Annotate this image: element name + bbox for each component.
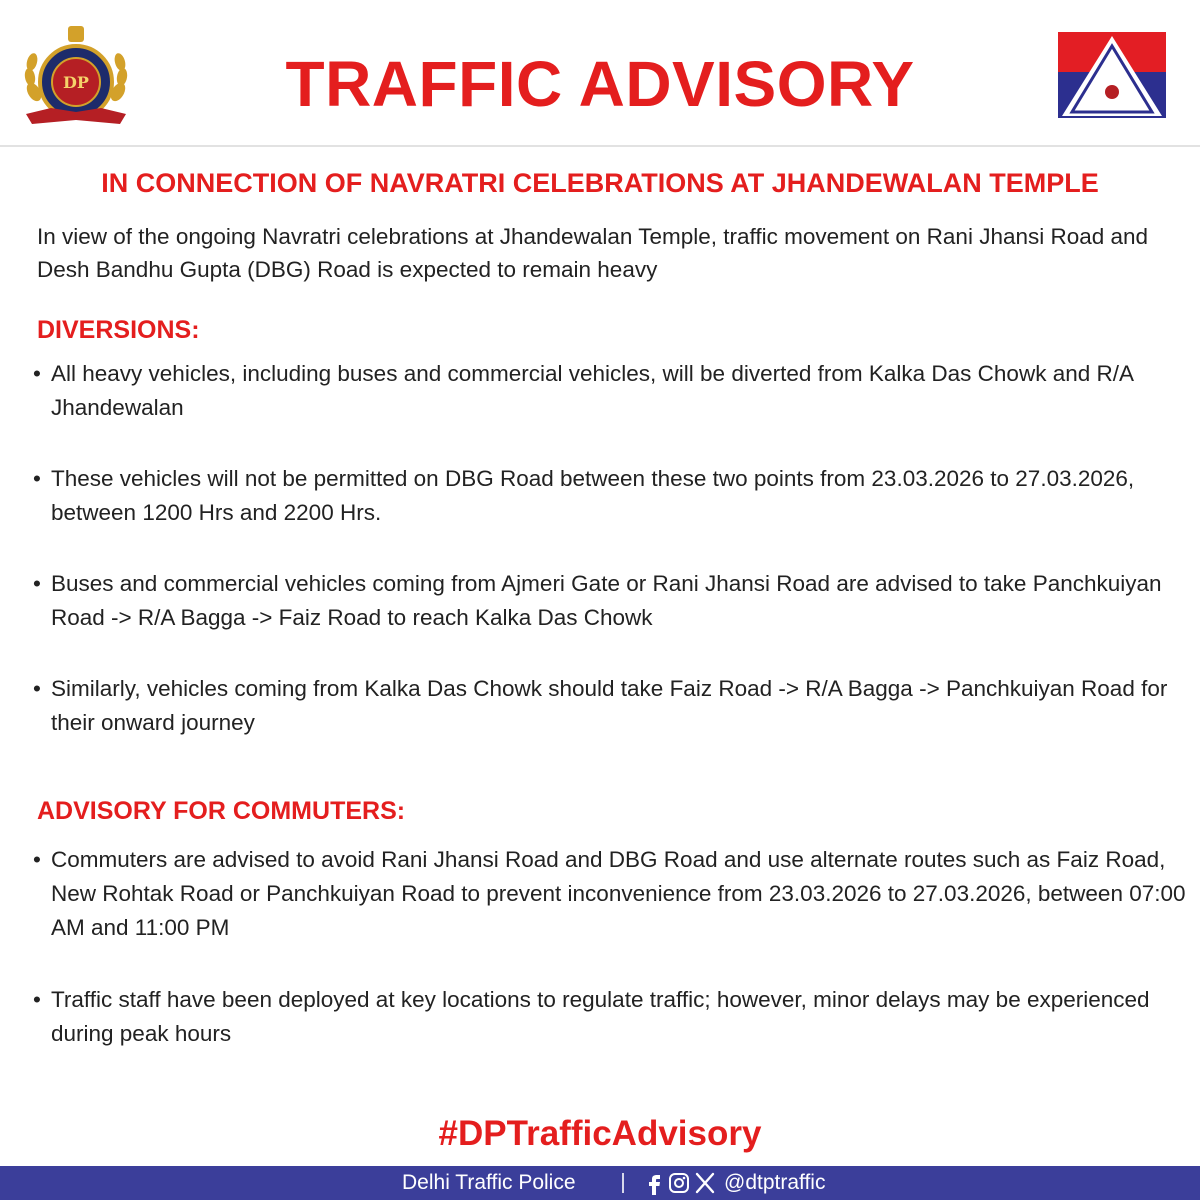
advisory-heading: ADVISORY FOR COMMUTERS: [37,797,406,825]
footer-org-name: Delhi Traffic Police [402,1171,576,1194]
instagram-icon[interactable] [668,1171,690,1195]
footer-bar [0,1166,1200,1200]
list-item: • Commuters are advised to avoid Rani Jhansi Road and DBG Road and use alternate routes such as Faiz Road, New Rohtak Road or Panchkuiyan Road to prevent inconvenience from 23.03.2026 to 27.03.2026, between 07:00 AM and 11:00 PM [33,843,1196,945]
footer-separator [622,1173,624,1193]
hashtag: #DPTrafficAdvisory [438,1114,762,1153]
list-item: • Buses and commercial vehicles coming from Ajmeri Gate or Rani Jhansi Road are advised to take Panchkuiyan Road -> R/A Bagga -> Faiz Road to reach Kalka Das Chowk [33,567,1196,635]
page-title: TRAFFIC ADVISORY [285,48,915,120]
diversions-heading: DIVERSIONS: [37,316,200,344]
sub-heading: IN CONNECTION OF NAVRATRI CELEBRATIONS AT JHANDEWALAN TEMPLE [101,168,1099,198]
intro-paragraph: In view of the ongoing Navratri celebrations at Jhandewalan Temple, traffic movement on Rani Jhansi Road and Desh Bandhu Gupta (DBG) Road is expected to remain heavy [37,224,1149,282]
list-item: • Similarly, vehicles coming from Kalka Das Chowk should take Faiz Road -> R/A Bagga -> Panchkuiyan Road for their onward journey [33,672,1196,740]
x-icon[interactable] [694,1171,716,1195]
facebook-icon[interactable] [644,1171,666,1195]
header-divider [0,145,1200,147]
svg-text:DP: DP [63,73,89,92]
traffic-police-delhi-badge-icon [1058,32,1166,118]
list-item: • Traffic staff have been deployed at key locations to regulate traffic; however, minor delays may be experienced during peak hours [33,983,1196,1051]
footer-handle[interactable]: @dtptraffic [724,1171,826,1194]
list-item: • These vehicles will not be permitted on DBG Road between these two points from 23.03.2026 to 27.03.2026, between 1200 Hrs and 2200 Hrs. [33,462,1196,530]
list-item: • All heavy vehicles, including buses and commercial vehicles, will be diverted from Kalka Das Chowk and R/A Jhandewalan [33,357,1196,425]
